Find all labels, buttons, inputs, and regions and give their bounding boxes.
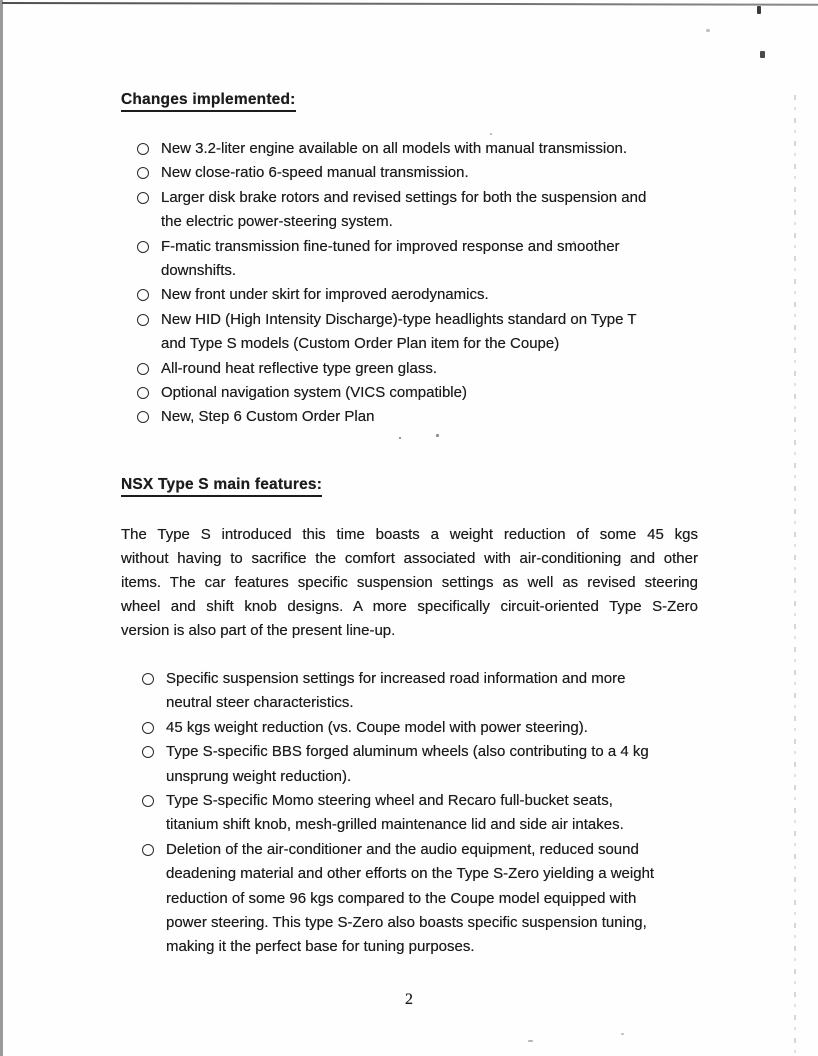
section-heading-features-text: NSX Type S main features: — [121, 476, 322, 497]
bullet-line: Type S-specific Momo steering wheel and Recaro full-bucket seats, — [166, 792, 613, 810]
changes-bullet-list — [137, 137, 703, 430]
section-heading-changes — [121, 91, 296, 112]
scan-speck — [399, 437, 401, 439]
bullet-line: Optional navigation system (VICS compatible) — [161, 384, 467, 402]
bullet-line: New, Step 6 Custom Order Plan — [161, 408, 375, 426]
bullet-line: downshifts. — [161, 262, 237, 280]
paragraph-line: items. The car features specific suspension settings as well as revised steering — [121, 573, 698, 591]
bullet-line: Specific suspension settings for increased road information and more — [166, 670, 626, 687]
bullet-item — [142, 789, 708, 838]
bullet-line: unsprung weight reduction). — [166, 767, 352, 785]
section-heading-changes-text: Changes implemented: — [121, 91, 296, 112]
scan-speck — [528, 1040, 533, 1042]
bullet-line: making it the perfect base for tuning purposes. — [166, 938, 475, 956]
scan-speck — [621, 1033, 624, 1035]
bullet-circle-icon — [142, 673, 154, 685]
bullet-line: Deletion of the air-conditioner and the audio equipment, reduced sound — [166, 840, 639, 858]
scan-top-edge-line — [2, 2, 818, 6]
bullet-circle-icon — [137, 387, 149, 399]
bullet-circle-icon — [142, 722, 154, 734]
bullet-line: deadening material and other efforts on the Type S-Zero yielding a weight — [166, 865, 655, 883]
bullet-line: the electric power-steering system. — [161, 213, 393, 231]
bullet-item — [137, 235, 703, 284]
features-bullet-list — [142, 667, 708, 960]
intro-paragraph — [121, 523, 698, 643]
bullet-circle-icon — [137, 411, 149, 423]
bullet-line: New front under skirt for improved aerodynamics. — [161, 286, 489, 304]
bullet-circle-icon — [137, 241, 149, 253]
bullet-item — [137, 357, 703, 381]
bullet-line: 45 kgs weight reduction (vs. Coupe model with power steering). — [166, 718, 588, 736]
paragraph-line: version is also part of the present line-up. — [121, 621, 396, 639]
bullet-item — [137, 186, 703, 235]
page-number: 2 — [405, 991, 413, 1008]
bullet-item — [142, 716, 708, 740]
bullet-circle-icon — [137, 192, 149, 204]
bullet-line: and Type S models (Custom Order Plan item for the Coupe) — [161, 335, 560, 353]
bullet-circle-icon — [137, 143, 149, 155]
bullet-line: power steering. This type S-Zero also boasts specific suspension tuning, — [166, 914, 647, 932]
scan-noise-stripe — [794, 95, 796, 1056]
scan-speck — [706, 29, 710, 32]
bullet-item — [142, 838, 708, 960]
bullet-item — [137, 161, 703, 185]
bullet-item — [137, 381, 703, 405]
scan-speck — [757, 6, 761, 14]
bullet-item — [137, 405, 703, 429]
bullet-line: titanium shift knob, mesh-grilled maintenance lid and side air intakes. — [166, 816, 624, 834]
bullet-item — [142, 667, 708, 716]
scan-left-edge-line — [0, 0, 3, 1056]
bullet-circle-icon — [142, 746, 154, 758]
bullet-line: New HID (High Intensity Discharge)-type headlights standard on Type T — [161, 310, 637, 328]
bullet-circle-icon — [137, 289, 149, 301]
scan-speck — [760, 51, 765, 58]
bullet-line: New 3.2-liter engine available on all models with manual transmission. — [161, 140, 628, 157]
bullet-circle-icon — [142, 795, 154, 807]
bullet-circle-icon — [142, 844, 154, 856]
paragraph-line: without having to sacrifice the comfort associated with air-conditioning and other — [121, 549, 698, 567]
bullet-circle-icon — [137, 167, 149, 179]
bullet-item — [142, 740, 708, 789]
section-heading-features — [121, 476, 322, 497]
paragraph-line: The Type S introduced this time boasts a weight reduction of some 45 kgs — [121, 526, 698, 543]
bullet-line: reduction of some 96 kgs compared to the Coupe model equipped with — [166, 889, 637, 907]
bullet-line: Larger disk brake rotors and revised settings for both the suspension and — [161, 188, 647, 206]
bullet-item — [137, 137, 703, 161]
scan-speck — [436, 434, 439, 437]
bullet-line: All-round heat reflective type green glass. — [161, 359, 437, 377]
bullet-item — [137, 283, 703, 307]
bullet-line: neutral steer characteristics. — [166, 694, 354, 712]
scan-speck — [490, 133, 492, 135]
bullet-line: Type S-specific BBS forged aluminum wheels (also contributing to a 4 kg — [166, 743, 649, 761]
bullet-line: F-matic transmission fine-tuned for improved response and smoother — [161, 237, 620, 255]
bullet-circle-icon — [137, 314, 149, 326]
paragraph-line: wheel and shift knob designs. A more specifically circuit-oriented Type S-Zero — [121, 597, 698, 615]
bullet-item — [137, 308, 703, 357]
bullet-line: New close-ratio 6-speed manual transmission. — [161, 164, 469, 182]
bullet-circle-icon — [137, 363, 149, 375]
